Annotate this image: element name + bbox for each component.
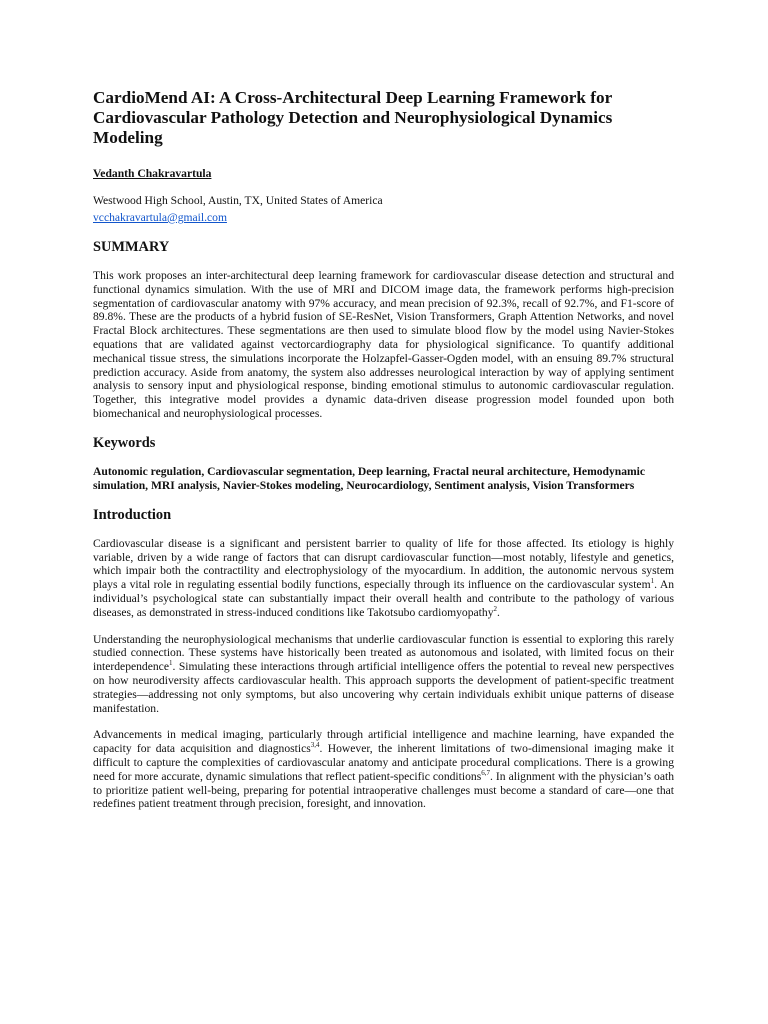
citation-superscript: 3,4 bbox=[310, 741, 320, 750]
summary-text: This work proposes an inter-architectural deep learning framework for cardiovascular disease detection and structural and functional dynamics simulation. With the use of MRI and DICOM image data, the framework performs high-precision segmentation of cardiovascular anatomy with 97% accuracy, and mean precision of 92.3%, recall of 92.7%, and F1-score of 89.8%. These are the products of a hybrid fusion of SE-ResNet, Vision Transformers, Graph Attention Networks, and novel Fractal Block architectures. These segmentations are then used to simulate blood flow by the model using Navier-Stokes equations that are validated against vectorcardiography data for physiological significance. To quantify additional mechanical tissue stress, the simulations incorporate the Holzapfel-Gasser-Ogden model, with an ensuing 89.7% structural prediction accuracy. Aside from anatomy, the system also addresses neurological interaction by way of applying sentiment analysis to sensory input and physiological response, binding emotional stimulus to autonomic cardiovascular regulation. Together, this integrative model provides a dynamic data-driven disease progression model founded upon both biomechanical and neurophysiological processes. bbox=[93, 269, 674, 420]
citation-superscript: 2 bbox=[493, 604, 497, 613]
introduction-heading: Introduction bbox=[93, 506, 172, 523]
keywords-text: Autonomic regulation, Cardiovascular segmentation, Deep learning, Fractal neural architecture, Hemodynamic simulation, MRI analysis, Navier-Stokes modeling, Neurocardiology, Sentiment analysis, Vision Transformers bbox=[93, 464, 646, 492]
keywords-heading: Keywords bbox=[93, 434, 156, 451]
intro-paragraph-2 bbox=[93, 633, 674, 716]
intro-p1-text-b: . An individual’s psychological state can substantially impact their overall health and contribute to the pathology of various diseases, as demonstrated in stress-induced conditions like Takotsubo cardiomyopathy bbox=[93, 578, 675, 619]
author-name: Vedanth Chakravartula bbox=[93, 167, 212, 180]
intro-p1-text-a: Cardiovascular disease is a significant and persistent barrier to quality of life for those affected. Its etiology is highly variable, driven by a wide range of factors that can disrupt cardiovascular function—most notably, lifestyle and genetics, which impair both the contractility and electrophysiology of the myocardium. In addition, the autonomic nervous system plays a vital role in regulating essential bodily functions, especially through its influence on the cardiovascular system bbox=[93, 536, 674, 592]
citation-superscript: 1 bbox=[650, 577, 655, 586]
intro-p2-text-b: . Simulating these interactions through artificial intelligence offers the potential to reveal new perspectives on how neurodiversity affects cardiovascular health. This approach supports the development of patient-specific treatment strategies—addressing not only symptoms, but also uncovering why certain individuals exhibit unique patterns of disease manifestation. bbox=[93, 660, 674, 715]
intro-p3-text-c: . In alignment with the physician’s oath to prioritize patient well-being, preparing for potential intraoperative challenges must become a standard of care—one that redefines patient treatment through precision, foresight, and innovation. bbox=[93, 769, 674, 811]
citation-superscript: 6,7 bbox=[481, 768, 490, 777]
paper-content bbox=[93, 88, 674, 824]
author-email-link[interactable]: vcchakravartula@gmail.com bbox=[93, 211, 227, 224]
intro-p3-text-b: . However, the inherent limitations of two-dimensional imaging make it difficult to capture the complexities of cardiovascular anatomy and anticipate procedural complications. There is a growing need for more accurate, dynamic simulations that reflect patient-specific conditions bbox=[93, 742, 674, 783]
intro-p2-text-a: Understanding the neurophysiological mechanisms that underlie cardiovascular function is essential to exploring this rarely studied connection. These systems have historically been treated as autonomous and isolated, with limited focus on their interdependence bbox=[93, 632, 674, 674]
author-affiliation: Westwood High School, Austin, TX, United States of America bbox=[93, 194, 383, 207]
summary-heading: SUMMARY bbox=[93, 239, 170, 255]
paper-title: CardioMend AI: A Cross-Architectural Deep Learning Framework for Cardiovascular Pathology Detection and Neurophysiological Dynamics Modeling bbox=[93, 88, 613, 147]
citation-superscript: 1 bbox=[168, 659, 173, 668]
intro-p3-text-a: Advancements in medical imaging, particularly through artificial intelligence and machine learning, have expanded the capacity for data acquisition and diagnostics bbox=[93, 728, 674, 756]
intro-paragraph-1 bbox=[93, 537, 674, 620]
intro-p1-text-c: . bbox=[497, 605, 500, 619]
intro-paragraph-3 bbox=[93, 728, 674, 811]
